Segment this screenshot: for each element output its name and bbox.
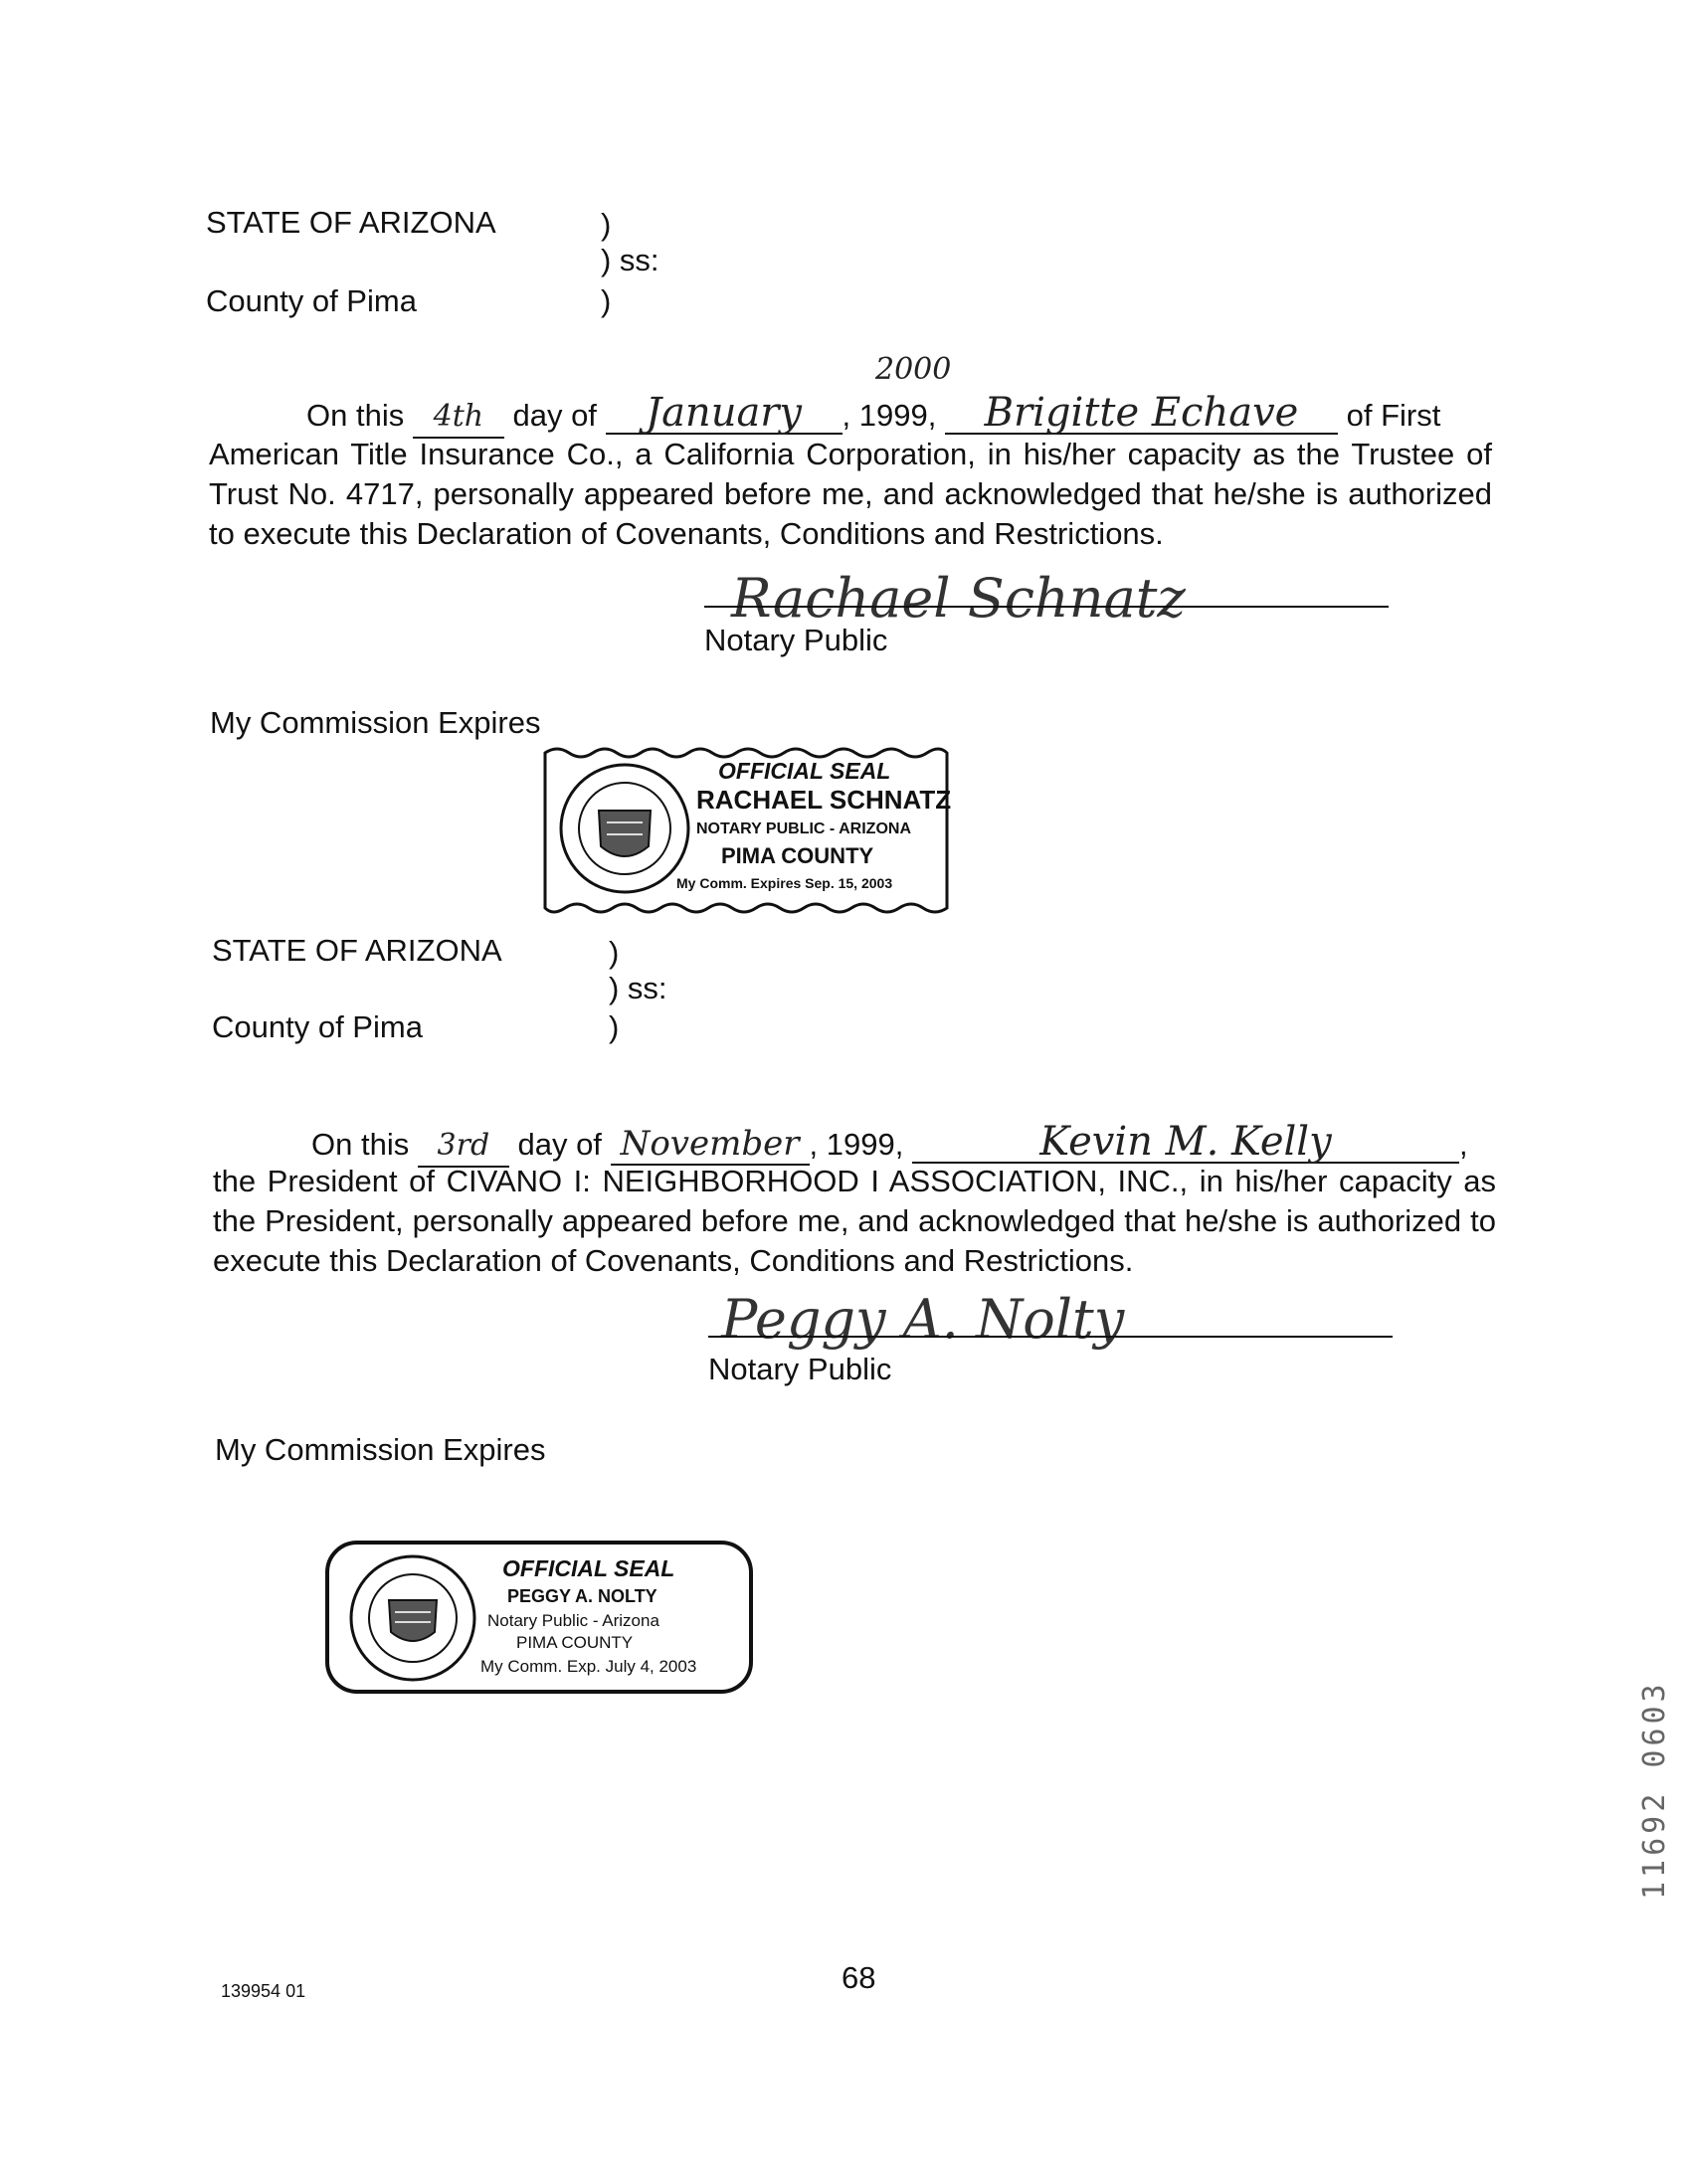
paren-top-2: ) — [609, 935, 620, 970]
notary-public-label: Notary Public — [704, 623, 888, 657]
trailing-comma: , — [1458, 1127, 1468, 1162]
day-of-label: day of — [512, 398, 597, 433]
month-field-2: November — [611, 1124, 810, 1166]
county-heading: County of Pima — [206, 283, 417, 318]
acknowledgment-body-2: the President of CIVANO I: NEIGHBORHOOD I ASSOCIATION, INC., in his/her capacity as the President, personally appeared before me, and acknowledged that he/she is authorized to execute this Declaration of Covenants, Conditions and Restrictions. — [213, 1164, 1496, 1278]
official-seal-stamp — [537, 741, 955, 920]
day-field: 4th — [413, 397, 504, 439]
recording-margin-stamp: 11692 0603 — [1637, 1680, 1672, 1900]
paren-bottom-2: ) — [609, 1009, 620, 1044]
day-of-label-2: day of — [517, 1127, 602, 1162]
notary-signature-2: Peggy A. Nolty — [721, 1288, 1125, 1351]
ss-marker: ) ss: — [601, 243, 659, 277]
month-field: January — [606, 393, 843, 435]
on-this-label-2: On this — [311, 1127, 410, 1162]
acknowledgment-line — [306, 390, 1441, 439]
ss-marker-2: ) ss: — [609, 971, 667, 1005]
page-number: 68 — [842, 1960, 876, 1995]
seal-expiration-2: My Comm. Exp. July 4, 2003 — [480, 1657, 697, 1676]
seal-title: OFFICIAL SEAL — [718, 758, 891, 784]
seal-title-2: OFFICIAL SEAL — [502, 1555, 675, 1581]
notary-signature: Rachael Schnatz — [731, 567, 1186, 630]
name-field-2: Kevin M. Kelly — [912, 1122, 1459, 1164]
state-heading-2: STATE OF ARIZONA — [212, 933, 502, 968]
official-seal-stamp-2 — [321, 1527, 759, 1701]
seal-notary-role: NOTARY PUBLIC - ARIZONA — [696, 820, 911, 837]
state-seal-emblem — [561, 765, 688, 892]
name-field: Brigitte Echave — [945, 393, 1338, 435]
county-heading-2: County of Pima — [212, 1009, 423, 1044]
of-first-label: of First — [1346, 398, 1441, 433]
seal-notary-role-2: Notary Public - Arizona — [487, 1611, 659, 1630]
document-number: 139954 01 — [221, 1981, 306, 2001]
day-field-2: 3rd — [418, 1126, 509, 1168]
on-this-label: On this — [306, 398, 405, 433]
year-text-2: , 1999, — [809, 1127, 904, 1162]
commission-expires-2: My Commission Expires — [215, 1432, 546, 1467]
seal-expiration: My Comm. Expires Sep. 15, 2003 — [676, 875, 893, 891]
commission-expires: My Commission Expires — [210, 705, 541, 740]
state-seal-emblem-2 — [351, 1556, 474, 1680]
seal-notary-name-2: PEGGY A. NOLTY — [507, 1586, 657, 1606]
acknowledgment-body: American Title Insurance Co., a California Corporation, in his/her capacity as the Trustee of Trust No. 4717, personally appeared before me, and acknowledged that he/she is authorized to execute this Declaration of Covenants, Conditions and Restrictions. — [209, 437, 1492, 551]
year-text: , 1999, — [842, 398, 937, 433]
paren-top: ) — [601, 207, 612, 242]
paren-bottom: ) — [601, 283, 612, 318]
signature-line-2 — [708, 1336, 1393, 1338]
signature-line — [704, 606, 1389, 608]
seal-county: PIMA COUNTY — [721, 843, 874, 868]
seal-county-2: PIMA COUNTY — [516, 1633, 634, 1652]
state-heading: STATE OF ARIZONA — [206, 205, 496, 240]
notary-public-label-2: Notary Public — [708, 1352, 892, 1386]
seal-notary-name: RACHAEL SCHNATZ — [696, 785, 952, 815]
year-correction: 2000 — [875, 352, 952, 387]
